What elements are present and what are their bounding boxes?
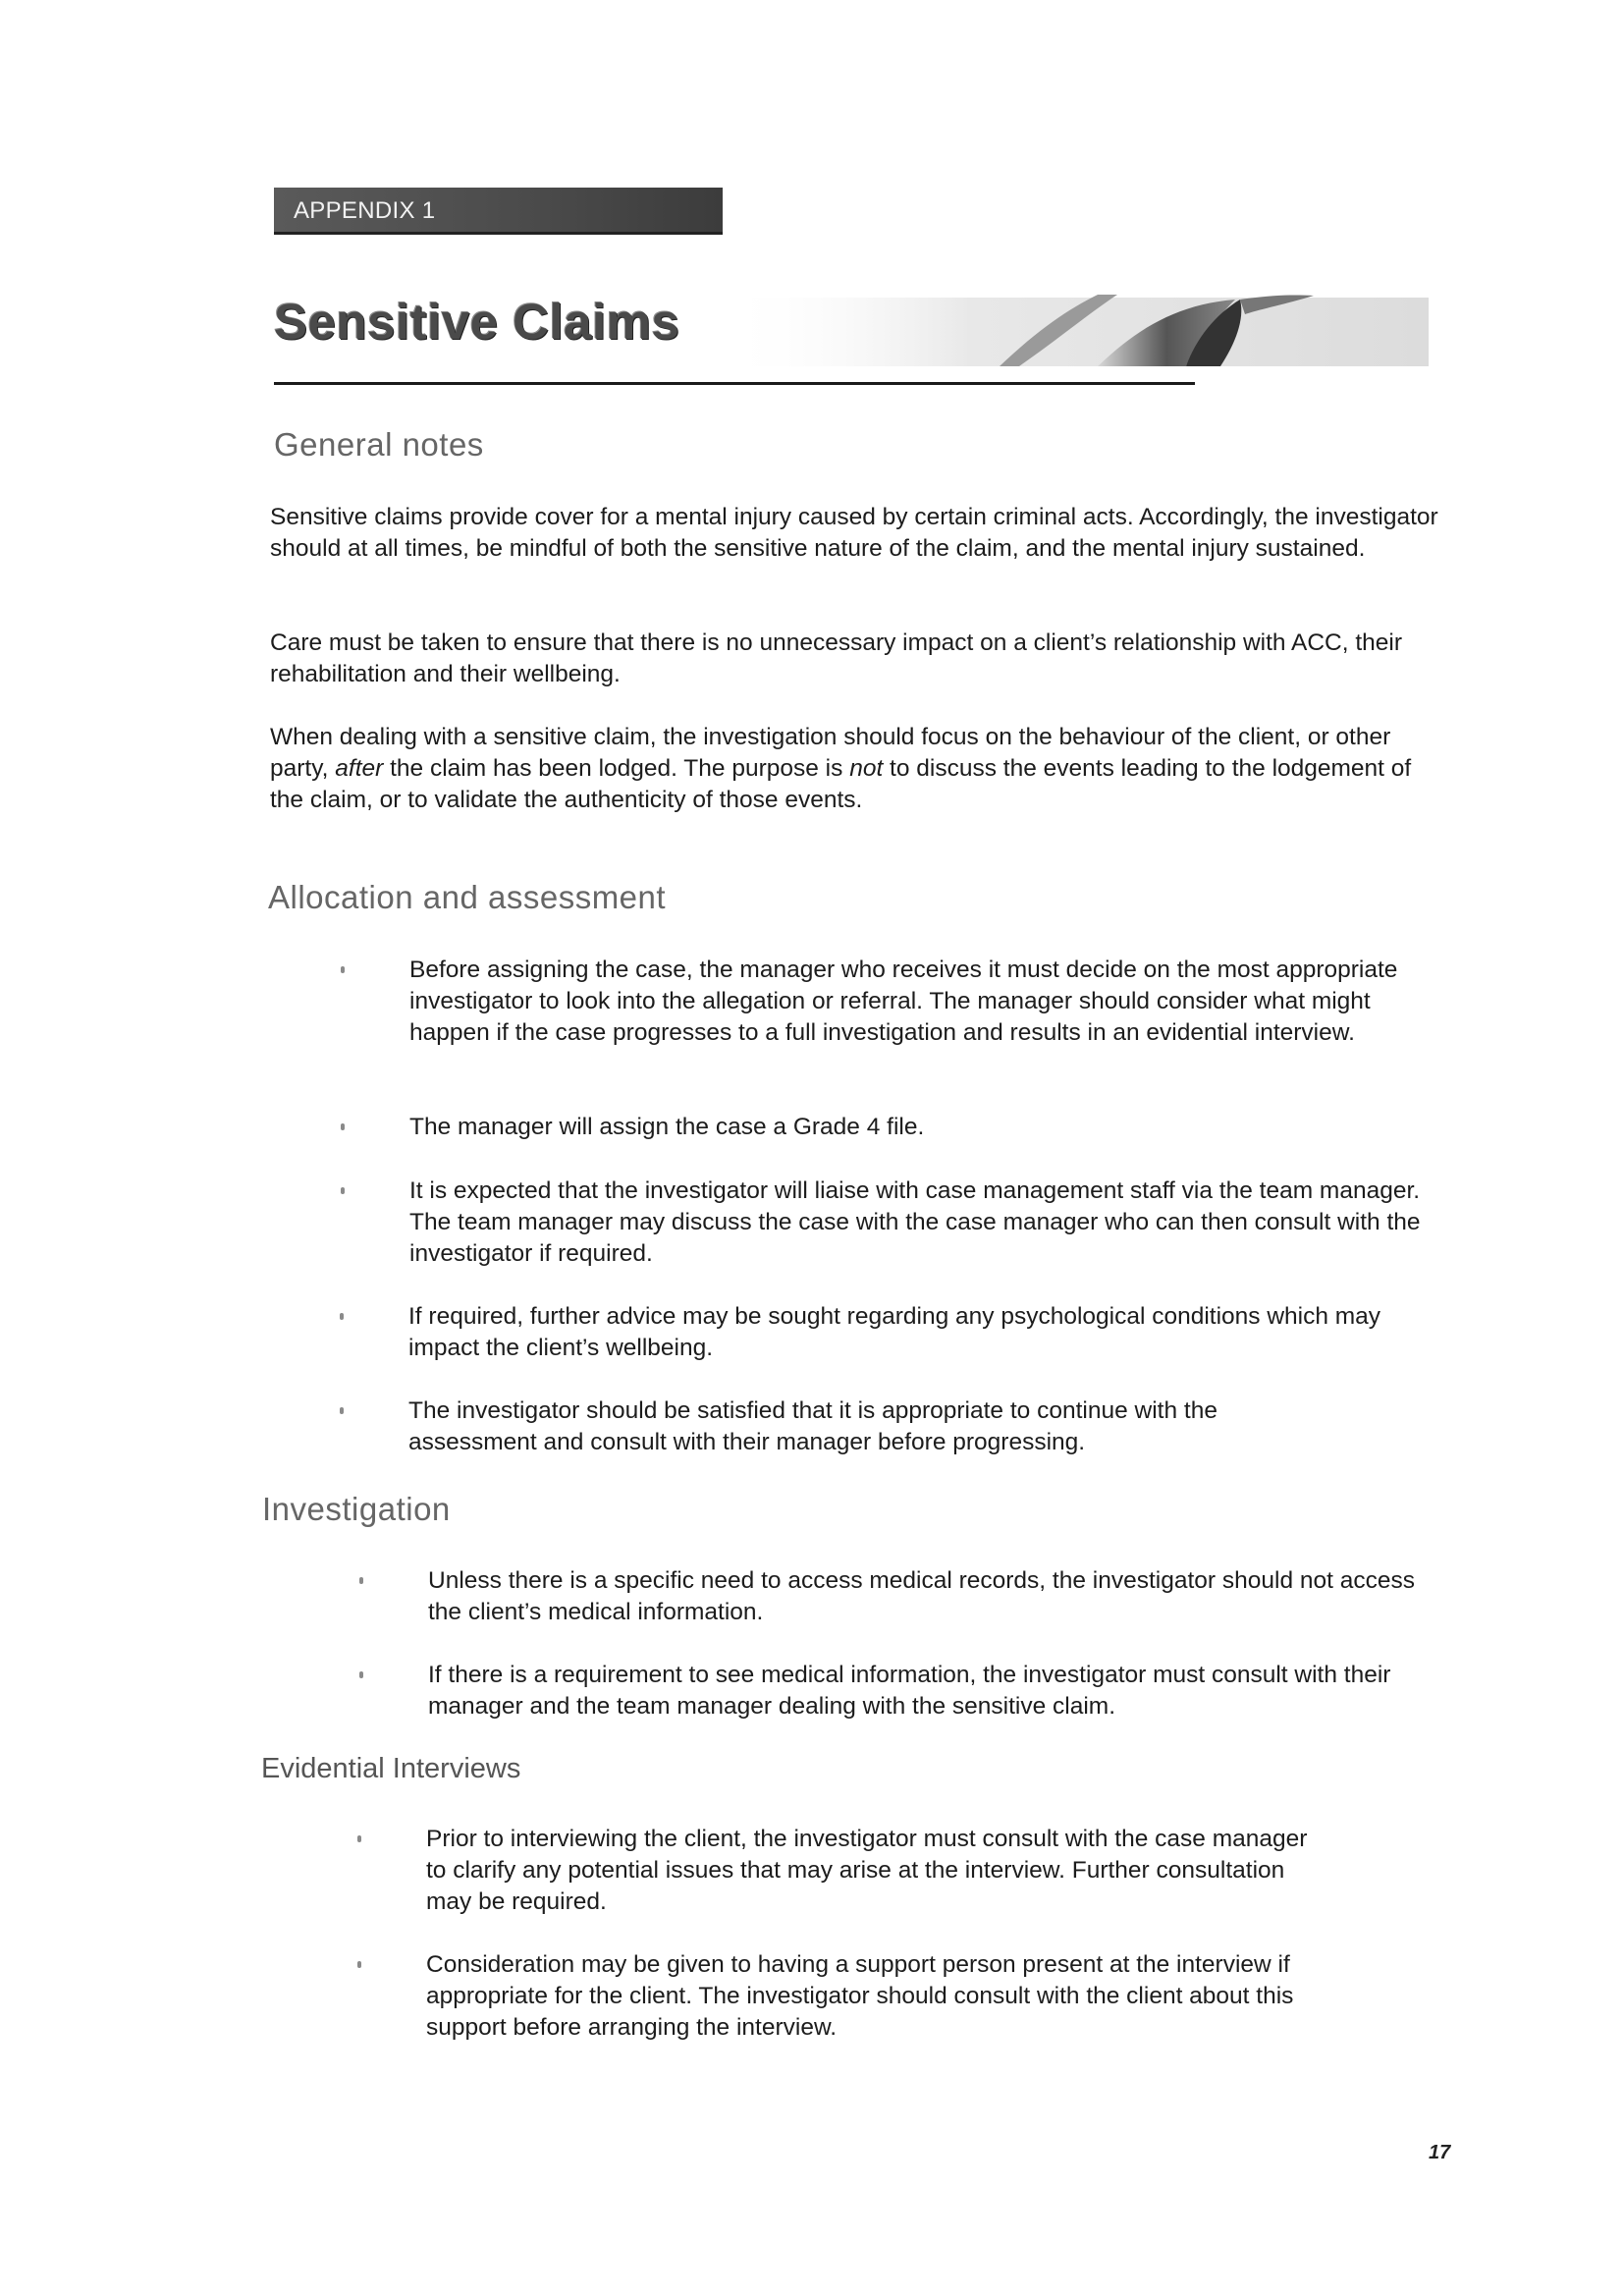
list-item-text: The investigator should be satisfied that it is appropriate to continue with the assessment and consult with their manager before progressing. — [408, 1397, 1217, 1455]
list-item — [428, 1565, 1430, 1628]
list-item-text: If required, further advice may be sought regarding any psychological conditions which may impact the client’s wellbeing. — [408, 1303, 1381, 1361]
page-number: 17 — [1429, 2142, 1451, 2163]
text: to discuss the events leading to the lodgement of the claim, or to validate the authenticity of those events. — [270, 755, 1412, 813]
bullet-icon — [340, 1407, 344, 1414]
heading-investigation: Investigation — [262, 1491, 451, 1527]
heading-evidential-interviews: Evidential Interviews — [261, 1753, 521, 1784]
list-item — [426, 1949, 1310, 2044]
list-item-text: If there is a requirement to see medical information, the investigator must consult with their manager and the team manager dealing with the sensitive claim. — [428, 1662, 1391, 1720]
list-item — [409, 1175, 1421, 1270]
bullet-icon — [341, 1123, 345, 1130]
list-item-text: The manager will assign the case a Grade 4 file. — [409, 1114, 925, 1140]
list-item-text: Prior to interviewing the client, the investigator must consult with the case manager to clarify any potential issues that may arise at the interview. Further consultation may be required. — [426, 1826, 1308, 1915]
list-item — [428, 1660, 1430, 1722]
title-divider — [274, 382, 1195, 385]
bullet-icon — [341, 1187, 345, 1194]
text: When dealing with a sensitive claim, the investigation should focus on the behaviour of the client, or other party, — [270, 724, 1391, 782]
bullet-icon — [357, 1961, 361, 1968]
list-item — [426, 1824, 1310, 1918]
list-item-text: Before assigning the case, the manager who receives it must decide on the most appropriate investigator to look into the allegation or referral. The manager should consider what might happen if the case progresses to a full investigation and results in an evidential interview. — [409, 957, 1398, 1046]
list-item — [408, 1395, 1322, 1458]
bullet-icon — [357, 1835, 361, 1842]
bullet-icon — [359, 1577, 363, 1584]
heading-allocation: Allocation and assessment — [268, 879, 667, 915]
list-item-text: It is expected that the investigator will liaise with case management staff via the team manager. The team manager may discuss the case with the case manager who can then consult with the investigator if required. — [409, 1177, 1421, 1267]
list-item-text: Unless there is a specific need to access medical records, the investigator should not access the client’s medical information. — [428, 1567, 1416, 1625]
list-item — [408, 1301, 1420, 1364]
bullet-icon — [341, 966, 345, 973]
emphasis-not: not — [849, 755, 884, 782]
paragraph-general-1: Sensitive claims provide cover for a mental injury caused by certain criminal acts. Accordingly, the investigator should at all times, be mindful of both the sensitive nature of the claim, and the mental injury sustained. — [270, 504, 1438, 562]
heading-general-notes: General notes — [274, 426, 484, 463]
paragraph-general-2: Care must be taken to ensure that there is no unnecessary impact on a client’s relationship with ACC, their rehabilitation and their wellbeing. — [270, 629, 1403, 687]
page-title: Sensitive Claims — [274, 294, 680, 350]
list-item — [409, 955, 1421, 1049]
appendix-label: APPENDIX 1 — [294, 197, 436, 224]
text: the claim has been lodged. The purpose is — [383, 755, 850, 782]
list-item-text: Consideration may be given to having a support person present at the interview if appropriate for the client. The investigator should consult with the client about this support before arranging the interview. — [426, 1951, 1294, 2041]
paragraph-general-3 — [270, 722, 1448, 816]
bullet-icon — [359, 1671, 363, 1678]
decorative-swoosh-graphic — [725, 290, 1429, 366]
appendix-banner — [274, 188, 723, 235]
bullet-icon — [340, 1313, 344, 1320]
list-item — [409, 1112, 1421, 1143]
emphasis-after: after — [335, 755, 384, 782]
